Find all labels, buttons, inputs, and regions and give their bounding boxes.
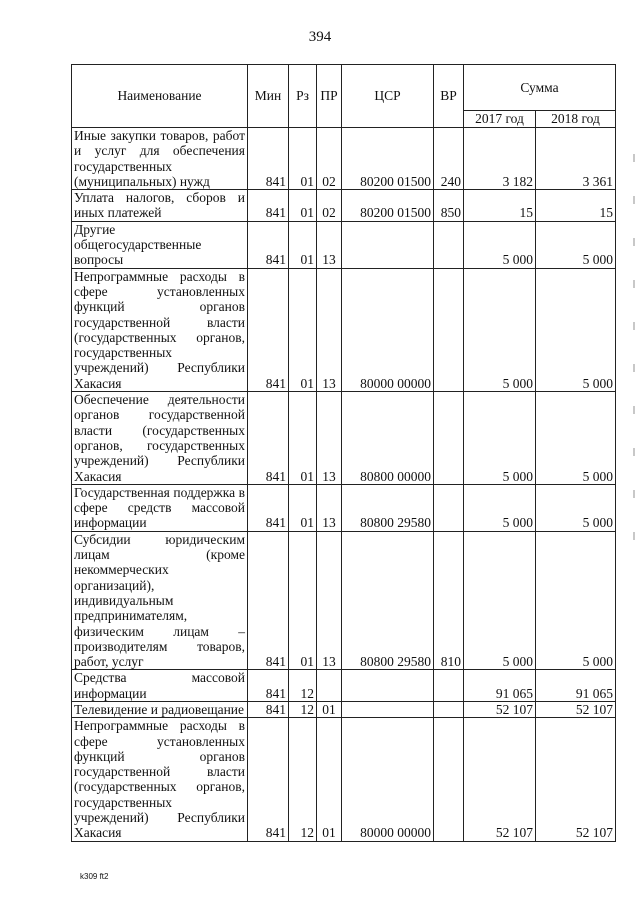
row-min: 841	[248, 718, 289, 841]
table-row	[72, 531, 616, 670]
table-row	[72, 484, 616, 531]
row-csr: 80000 00000	[342, 268, 434, 391]
header-year-2017: 2017 год	[464, 111, 536, 128]
row-name: Средства массовой информации	[72, 670, 248, 702]
table-row	[72, 221, 616, 268]
row-vr: 240	[434, 128, 464, 190]
row-vr	[434, 221, 464, 268]
row-csr: 80800 29580	[342, 484, 434, 531]
row-csr: 80800 29580	[342, 531, 434, 670]
row-sum-2018: 15	[536, 190, 616, 222]
header-sum: Сумма	[464, 65, 616, 111]
row-min: 841	[248, 128, 289, 190]
row-csr: 80800 00000	[342, 392, 434, 485]
row-name: Непрограммные расходы в сфере установленных функций органов государственной власти (государственных органов, государственных учреждений) Республики Хакасия	[72, 718, 248, 841]
row-pr: 13	[317, 531, 342, 670]
table-body	[72, 128, 616, 842]
table-row	[72, 701, 616, 717]
row-name: Другие общегосударственные вопросы	[72, 221, 248, 268]
row-pr: 13	[317, 484, 342, 531]
row-sum-2018: 91 065	[536, 670, 616, 702]
row-pr: 13	[317, 268, 342, 391]
row-name: Уплата налогов, сборов и иных платежей	[72, 190, 248, 222]
header-name: Наименование	[72, 65, 248, 128]
header-vr: ВР	[434, 65, 464, 128]
footer-code: k309 ft2	[80, 872, 109, 881]
row-pr: 13	[317, 392, 342, 485]
row-sum-2018: 5 000	[536, 531, 616, 670]
row-rz: 01	[289, 484, 317, 531]
row-vr	[434, 392, 464, 485]
row-name: Иные закупки товаров, работ и услуг для обеспечения государственных (муниципальных) нужд	[72, 128, 248, 190]
row-pr: 13	[317, 221, 342, 268]
row-min: 841	[248, 701, 289, 717]
row-rz: 12	[289, 670, 317, 702]
row-sum-2018: 5 000	[536, 484, 616, 531]
row-sum-2017: 15	[464, 190, 536, 222]
row-sum-2018: 3 361	[536, 128, 616, 190]
row-vr	[434, 701, 464, 717]
row-min: 841	[248, 190, 289, 222]
row-name: Субсидии юридическим лицам (кроме некоммерческих организаций), индивидуальным предпринимателям, физическим лицам – производителям товаров, работ, услуг	[72, 531, 248, 670]
row-csr	[342, 701, 434, 717]
row-pr: 01	[317, 718, 342, 841]
row-sum-2018: 5 000	[536, 221, 616, 268]
header-csr: ЦСР	[342, 65, 434, 128]
row-csr: 80200 01500	[342, 190, 434, 222]
row-sum-2017: 5 000	[464, 392, 536, 485]
row-pr: 01	[317, 701, 342, 717]
row-name: Телевидение и радиовещание	[72, 701, 248, 717]
row-rz: 01	[289, 221, 317, 268]
row-name: Обеспечение деятельности органов государственной власти (государственных органов, государственных учреждений) Республики Хакасия	[72, 392, 248, 485]
row-sum-2017: 5 000	[464, 268, 536, 391]
row-rz: 12	[289, 701, 317, 717]
row-min: 841	[248, 392, 289, 485]
row-sum-2017: 52 107	[464, 718, 536, 841]
row-csr: 80000 00000	[342, 718, 434, 841]
table-row	[72, 392, 616, 485]
row-min: 841	[248, 531, 289, 670]
table-row	[72, 670, 616, 702]
table-row	[72, 128, 616, 190]
row-min: 841	[248, 484, 289, 531]
row-sum-2018: 5 000	[536, 268, 616, 391]
row-vr: 850	[434, 190, 464, 222]
page-number: 394	[308, 29, 332, 45]
row-min: 841	[248, 221, 289, 268]
row-pr	[317, 670, 342, 702]
row-csr	[342, 670, 434, 702]
row-rz: 01	[289, 531, 317, 670]
row-vr	[434, 268, 464, 391]
row-vr: 810	[434, 531, 464, 670]
row-csr	[342, 221, 434, 268]
row-sum-2017: 5 000	[464, 531, 536, 670]
row-rz: 12	[289, 718, 317, 841]
row-vr	[434, 670, 464, 702]
row-sum-2018: 52 107	[536, 718, 616, 841]
row-csr: 80200 01500	[342, 128, 434, 190]
scan-margin-marks	[632, 120, 636, 880]
table-row	[72, 268, 616, 391]
budget-table	[71, 64, 616, 842]
row-pr: 02	[317, 190, 342, 222]
row-sum-2017: 5 000	[464, 484, 536, 531]
row-sum-2018: 52 107	[536, 701, 616, 717]
row-rz: 01	[289, 268, 317, 391]
row-vr	[434, 718, 464, 841]
row-name: Государственная поддержка в сфере средств массовой информации	[72, 484, 248, 531]
row-name: Непрограммные расходы в сфере установленных функций органов государственной власти (государственных органов, государственных учреждений) Республики Хакасия	[72, 268, 248, 391]
row-sum-2017: 3 182	[464, 128, 536, 190]
table-row	[72, 190, 616, 222]
row-sum-2017: 91 065	[464, 670, 536, 702]
row-min: 841	[248, 268, 289, 391]
table-row	[72, 718, 616, 841]
row-sum-2017: 5 000	[464, 221, 536, 268]
row-sum-2017: 52 107	[464, 701, 536, 717]
header-year-2018: 2018 год	[536, 111, 616, 128]
row-vr	[434, 484, 464, 531]
row-rz: 01	[289, 190, 317, 222]
row-min: 841	[248, 670, 289, 702]
header-rz: Рз	[289, 65, 317, 128]
row-pr: 02	[317, 128, 342, 190]
header-pr: ПР	[317, 65, 342, 128]
row-rz: 01	[289, 392, 317, 485]
row-rz: 01	[289, 128, 317, 190]
header-min: Мин	[248, 65, 289, 128]
row-sum-2018: 5 000	[536, 392, 616, 485]
